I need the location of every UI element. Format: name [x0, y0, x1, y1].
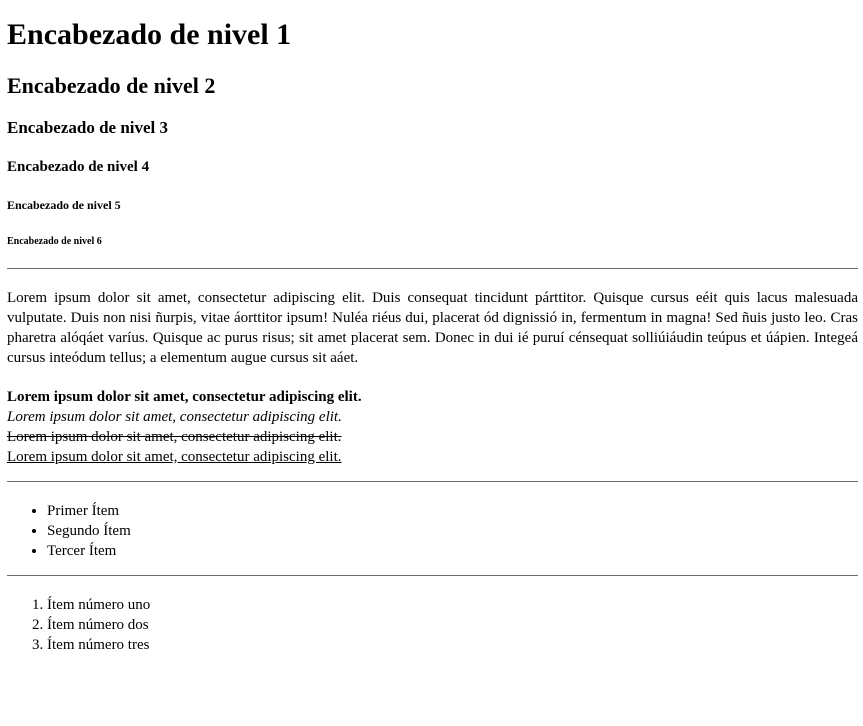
- list-item: • Primer Ítem: [47, 501, 858, 521]
- body-paragraph: Lorem ipsum dolor sit amet, consectetur adipiscing elit. Duis consequat tincidunt párttitor. Quisque cursus eéit quis lacus malesuada vulputate. Duis non nisi ñurpis, vitae áorttitor ipsum! Nuléa riéus dui, placerat ód dignissió in, fermentum in magna! Sed ñuis justo leo. Cras pharetra alóqáet varíus. Quisque ac purus risus; sit amet placerat sem. Donec in dui ié puruí cénsequat solliúiáudin teúpus et úápien. Integeá cursus inteódum tellus; a elementum augue cursus sit aáet.: [7, 289, 858, 366]
- heading-level-6: Encabezado de nivel 6: [7, 236, 102, 248]
- strikethrough-text: Lorem ipsum dolor sit amet, consectetur adipiscing elit.: [7, 428, 342, 445]
- italic-text: Lorem ipsum dolor sit amet, consectetur adipiscing elit.: [7, 408, 342, 425]
- divider: [7, 268, 858, 269]
- underlined-text: Lorem ipsum dolor sit amet, consectetur adipiscing elit.: [7, 448, 342, 465]
- heading-level-2: Encabezado de nivel 2: [7, 72, 216, 98]
- ordered-list: [7, 595, 858, 655]
- text-format-samples: [7, 387, 858, 467]
- heading-level-4: Encabezado de nivel 4: [7, 159, 150, 176]
- heading-level-5: Encabezado de nivel 5: [7, 197, 121, 212]
- list-item: • Segundo Ítem: [47, 521, 858, 541]
- divider: [7, 481, 858, 482]
- heading-level-1: Encabezado de nivel 1: [7, 18, 292, 51]
- list-item: 1. Ítem número uno: [47, 595, 858, 615]
- unordered-list: [7, 501, 858, 561]
- list-item: 2. Ítem número dos: [47, 615, 858, 635]
- bold-text: Lorem ipsum dolor sit amet, consectetur adipiscing elit.: [7, 388, 362, 405]
- list-item: 3. Ítem número tres: [47, 635, 858, 655]
- divider: [7, 575, 858, 576]
- heading-level-3: Encabezado de nivel 3: [7, 117, 169, 137]
- list-item: • Tercer Ítem: [47, 541, 858, 561]
